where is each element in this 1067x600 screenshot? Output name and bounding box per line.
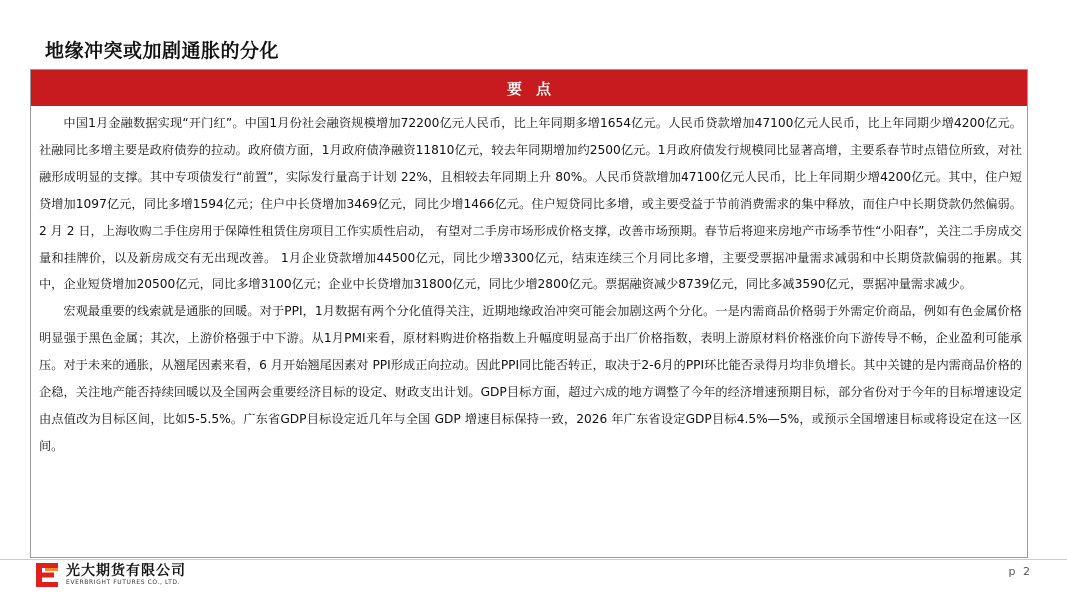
page-number: p 2 — [1008, 565, 1032, 578]
paragraph-financial-data: 中国1月金融数据实现“开门红”。中国1月份社会融资规模增加72200亿元人民币，比上年同期多增1654亿元。人民币贷款增加47100亿元人民币，比上年同期少增4200亿元。社融同比多增主要是政府债券的拉动。政府债方面，1月政府债净融资11810亿元，较去年同期增加约2500亿元。1月政府债发行规模同比显著高增，主要系春节时点错位所致，对社融形成明显的支撑。其中专项债发行“前置”，实际发行量高于计划 22%，且相较去年同期上升 80%。人民币贷款增加47100亿元人民币，比上年同期少增4200亿元。其中，住户短贷增加1097亿元，同比多增1594亿元；住户中长贷增加3469亿元，同比少增1466亿元。住户短贷同比多增，或主要受益于节前消费需求的集中释放，而住户中长期贷款仍然偏弱。2 月 2 日，上海收购二手住房用于保障性租赁住房项目工作实质性启动， 有望对二手房市场形成价格支撑，改善市场预期。春节后将迎来房地产市场季节性“小阳春”，关注二手房成交量和挂牌价，以及新房成交有无出现改善。 1月企业贷款增加44500亿元，同比少增3300亿元，结束连续三个月同比多增，主要受票据冲量需求减弱和中长期贷款偏弱的拖累。其中，企业短贷增加20500亿元，同比多增3100亿元；企业中长贷增加31800亿元，同比少增2800亿元。票据融资减少8739亿元，同比多减3590亿元，票据冲量需求减少。 — [39, 116, 1022, 292]
everbright-logo-icon — [36, 563, 58, 587]
logo-text-en: EVERBRIGHT FUTURES CO., LTD. — [66, 578, 181, 586]
page-title: 地缘冲突或加剧通胀的分化 — [45, 40, 280, 62]
key-points-header: 要点 — [31, 70, 1027, 106]
key-points-body — [31, 106, 1027, 460]
key-points-box — [30, 69, 1028, 558]
paragraph-inflation: 宏观最重要的线索就是通胀的回暖。对于PPI，1月数据有两个分化值得关注，近期地缘政治冲突可能会加剧这两个分化。一是内需商品价格弱于外需定价商品，例如有色金属价格明显强于黑色金属；其次，上游价格强于中下游。从1月PMI来看，原材料购进价格指数上升幅度明显高于出厂价格指数，表明上游原材料价格涨价向下游传导不畅，企业盈利可能承压。对于未来的通胀，从翘尾因素来看，6 月开始翘尾因素对 PPI形成正向拉动。因此PPI同比能否转正，取决于2-6月的PPI环比能否录得月均非负增长。其中关键的是内需商品价格的企稳，关注地产能否持续回暖以及全国两会重要经济目标的设定、财政支出计划。GDP目标方面，超过六成的地方调整了今年的经济增速预期目标，部分省份对于今年的目标增速设定由点值改为目标区间，比如5-5.5%。广东省GDP目标设定近几年与全国 GDP 增速目标保持一致，2026 年广东省设定GDP目标4.5%—5%，或预示全国增速目标或将设定在这一区间。 — [39, 304, 1022, 453]
footer-divider — [0, 559, 1067, 560]
company-logo — [36, 563, 186, 587]
logo-text-cn: 光大期货有限公司 — [66, 562, 186, 579]
